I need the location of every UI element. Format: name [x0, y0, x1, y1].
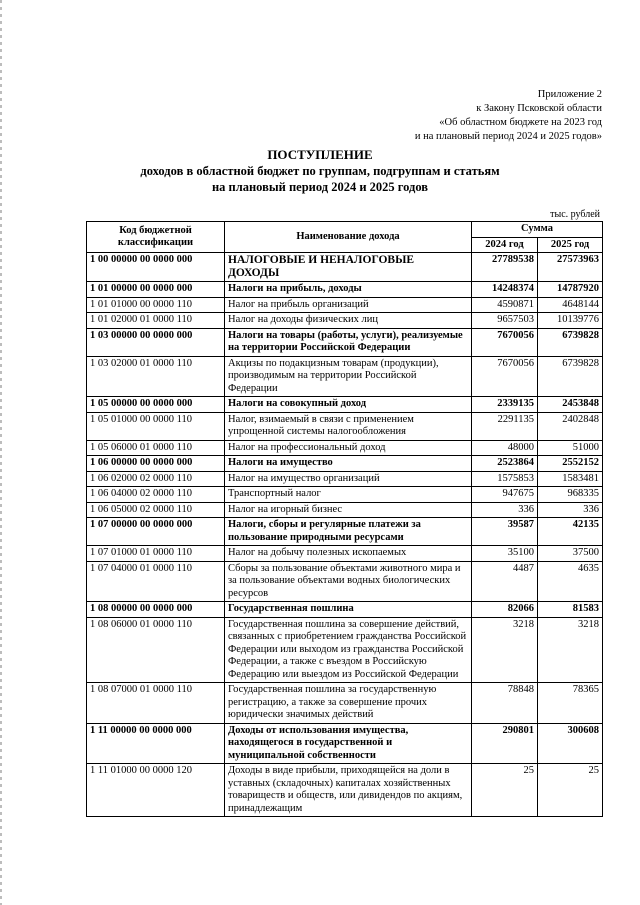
- value-2025-cell: 6739828: [538, 328, 603, 356]
- value-2025-cell: 81583: [538, 602, 603, 618]
- value-2025-cell: 300608: [538, 723, 603, 764]
- value-2024-cell: 2291135: [472, 412, 538, 440]
- code-cell: 1 01 01000 00 0000 110: [87, 297, 225, 313]
- value-2024-cell: 3218: [472, 617, 538, 683]
- table-row: [87, 471, 603, 487]
- value-2025-cell: 2552152: [538, 456, 603, 472]
- header-sum: Сумма: [472, 222, 603, 238]
- value-2024-cell: 48000: [472, 440, 538, 456]
- header-year-2024: 2024 год: [472, 237, 538, 253]
- value-2025-cell: 4635: [538, 561, 603, 602]
- table-row: [87, 412, 603, 440]
- appendix-line: Приложение 2: [537, 89, 602, 100]
- table-row: [87, 328, 603, 356]
- name-cell: Государственная пошлина за государственную регистрацию, а также за совершение прочих юридически значимых действий: [225, 683, 472, 724]
- value-2024-cell: 82066: [472, 602, 538, 618]
- code-cell: 1 03 02000 01 0000 110: [87, 356, 225, 397]
- table-row: [87, 764, 603, 817]
- name-cell: Доходы от использования имущества, находящегося в государственной и муниципальной собственности: [225, 723, 472, 764]
- name-cell: Налоги на товары (работы, услуги), реализуемые на территории Российской Федерации: [225, 328, 472, 356]
- code-cell: 1 11 01000 00 0000 120: [87, 764, 225, 817]
- value-2025-cell: 78365: [538, 683, 603, 724]
- header-year-2025: 2025 год: [538, 237, 603, 253]
- value-2025-cell: 968335: [538, 487, 603, 503]
- code-cell: 1 07 04000 01 0000 110: [87, 561, 225, 602]
- value-2024-cell: 2339135: [472, 397, 538, 413]
- name-cell: Транспортный налог: [225, 487, 472, 503]
- value-2024-cell: 4590871: [472, 297, 538, 313]
- name-cell: Налог на доходы физических лиц: [225, 313, 472, 329]
- code-cell: 1 06 05000 02 0000 110: [87, 502, 225, 518]
- value-2024-cell: 947675: [472, 487, 538, 503]
- name-cell: Налоги, сборы и регулярные платежи за пользование природными ресурсами: [225, 518, 472, 546]
- units-label: тыс. рублей: [550, 209, 600, 220]
- table-row: [87, 546, 603, 562]
- document-title: [0, 147, 640, 195]
- value-2024-cell: 25: [472, 764, 538, 817]
- code-cell: 1 06 04000 02 0000 110: [87, 487, 225, 503]
- name-cell: Налог на добычу полезных ископаемых: [225, 546, 472, 562]
- value-2024-cell: 7670056: [472, 328, 538, 356]
- name-cell: Налоги на совокупный доход: [225, 397, 472, 413]
- table-row: [87, 282, 603, 298]
- header-name: Наименование дохода: [225, 222, 472, 253]
- table-body: [87, 253, 603, 817]
- name-cell: Налог на игорный бизнес: [225, 502, 472, 518]
- value-2025-cell: 1583481: [538, 471, 603, 487]
- value-2024-cell: 4487: [472, 561, 538, 602]
- code-cell: 1 08 00000 00 0000 000: [87, 602, 225, 618]
- value-2025-cell: 336: [538, 502, 603, 518]
- value-2024-cell: 7670056: [472, 356, 538, 397]
- name-cell: Государственная пошлина за совершение действий, связанных с приобретением гражданства Российской Федерации или выходом из гражданства Российской Федерации, а также с въездом в Российскую Федерацию или выездом из Российской Федерации: [225, 617, 472, 683]
- name-cell: Налог на имущество организаций: [225, 471, 472, 487]
- value-2024-cell: 78848: [472, 683, 538, 724]
- code-cell: 1 03 00000 00 0000 000: [87, 328, 225, 356]
- table-row: [87, 253, 603, 282]
- value-2025-cell: 37500: [538, 546, 603, 562]
- table-row: [87, 518, 603, 546]
- name-cell: Налоги на прибыль, доходы: [225, 282, 472, 298]
- code-cell: 1 05 01000 00 0000 110: [87, 412, 225, 440]
- name-cell: НАЛОГОВЫЕ И НЕНАЛОГОВЫЕ ДОХОДЫ: [225, 253, 472, 282]
- code-cell: 1 08 07000 01 0000 110: [87, 683, 225, 724]
- value-2025-cell: 51000: [538, 440, 603, 456]
- header-code: Код бюджетной классификации: [87, 222, 225, 253]
- value-2024-cell: 35100: [472, 546, 538, 562]
- table-row: [87, 456, 603, 472]
- title-line: доходов в областной бюджет по группам, подгруппам и статьям: [140, 164, 500, 178]
- table-row: [87, 313, 603, 329]
- value-2025-cell: 27573963: [538, 253, 603, 282]
- table-row: [87, 617, 603, 683]
- code-cell: 1 05 06000 01 0000 110: [87, 440, 225, 456]
- table-row: [87, 440, 603, 456]
- code-cell: 1 06 00000 00 0000 000: [87, 456, 225, 472]
- table-row: [87, 487, 603, 503]
- name-cell: Сборы за пользование объектами животного мира и за пользование объектами водных биологических ресурсов: [225, 561, 472, 602]
- value-2024-cell: 9657503: [472, 313, 538, 329]
- appendix-header: [415, 88, 602, 144]
- code-cell: 1 11 00000 00 0000 000: [87, 723, 225, 764]
- value-2024-cell: 2523864: [472, 456, 538, 472]
- value-2024-cell: 290801: [472, 723, 538, 764]
- name-cell: Налог, взимаемый в связи с применением упрощенной системы налогообложения: [225, 412, 472, 440]
- name-cell: Налог на прибыль организаций: [225, 297, 472, 313]
- name-cell: Акцизы по подакцизным товарам (продукции), производимым на территории Российской Федерации: [225, 356, 472, 397]
- scan-edge: [0, 0, 2, 905]
- appendix-line: к Закону Псковской области: [476, 103, 602, 114]
- table-row: [87, 356, 603, 397]
- table-row: [87, 502, 603, 518]
- value-2025-cell: 2402848: [538, 412, 603, 440]
- value-2025-cell: 2453848: [538, 397, 603, 413]
- name-cell: Государственная пошлина: [225, 602, 472, 618]
- table-row: [87, 397, 603, 413]
- value-2025-cell: 3218: [538, 617, 603, 683]
- revenue-table: [86, 221, 603, 817]
- name-cell: Налог на профессиональный доход: [225, 440, 472, 456]
- code-cell: 1 00 00000 00 0000 000: [87, 253, 225, 282]
- title-line: на плановый период 2024 и 2025 годов: [211, 180, 429, 194]
- table-row: [87, 297, 603, 313]
- appendix-line: и на плановый период 2024 и 2025 годов»: [414, 131, 602, 142]
- code-cell: 1 07 01000 01 0000 110: [87, 546, 225, 562]
- name-cell: Налоги на имущество: [225, 456, 472, 472]
- appendix-line: «Об областном бюджете на 2023 год: [439, 117, 602, 128]
- title-line: ПОСТУПЛЕНИЕ: [267, 147, 373, 162]
- value-2025-cell: 6739828: [538, 356, 603, 397]
- table-row: [87, 561, 603, 602]
- name-cell: Доходы в виде прибыли, приходящейся на доли в уставных (складочных) капиталах хозяйственных товариществ и обществ, или дивидендов по акциям, принадлежащим: [225, 764, 472, 817]
- value-2024-cell: 39587: [472, 518, 538, 546]
- code-cell: 1 07 00000 00 0000 000: [87, 518, 225, 546]
- code-cell: 1 08 06000 01 0000 110: [87, 617, 225, 683]
- code-cell: 1 01 02000 01 0000 110: [87, 313, 225, 329]
- value-2024-cell: 14248374: [472, 282, 538, 298]
- value-2024-cell: 27789538: [472, 253, 538, 282]
- value-2024-cell: 336: [472, 502, 538, 518]
- code-cell: 1 01 00000 00 0000 000: [87, 282, 225, 298]
- code-cell: 1 06 02000 02 0000 110: [87, 471, 225, 487]
- value-2025-cell: 14787920: [538, 282, 603, 298]
- value-2025-cell: 10139776: [538, 313, 603, 329]
- table-row: [87, 683, 603, 724]
- code-cell: 1 05 00000 00 0000 000: [87, 397, 225, 413]
- value-2025-cell: 4648144: [538, 297, 603, 313]
- table-row: [87, 723, 603, 764]
- table-row: [87, 602, 603, 618]
- value-2025-cell: 42135: [538, 518, 603, 546]
- value-2024-cell: 1575853: [472, 471, 538, 487]
- value-2025-cell: 25: [538, 764, 603, 817]
